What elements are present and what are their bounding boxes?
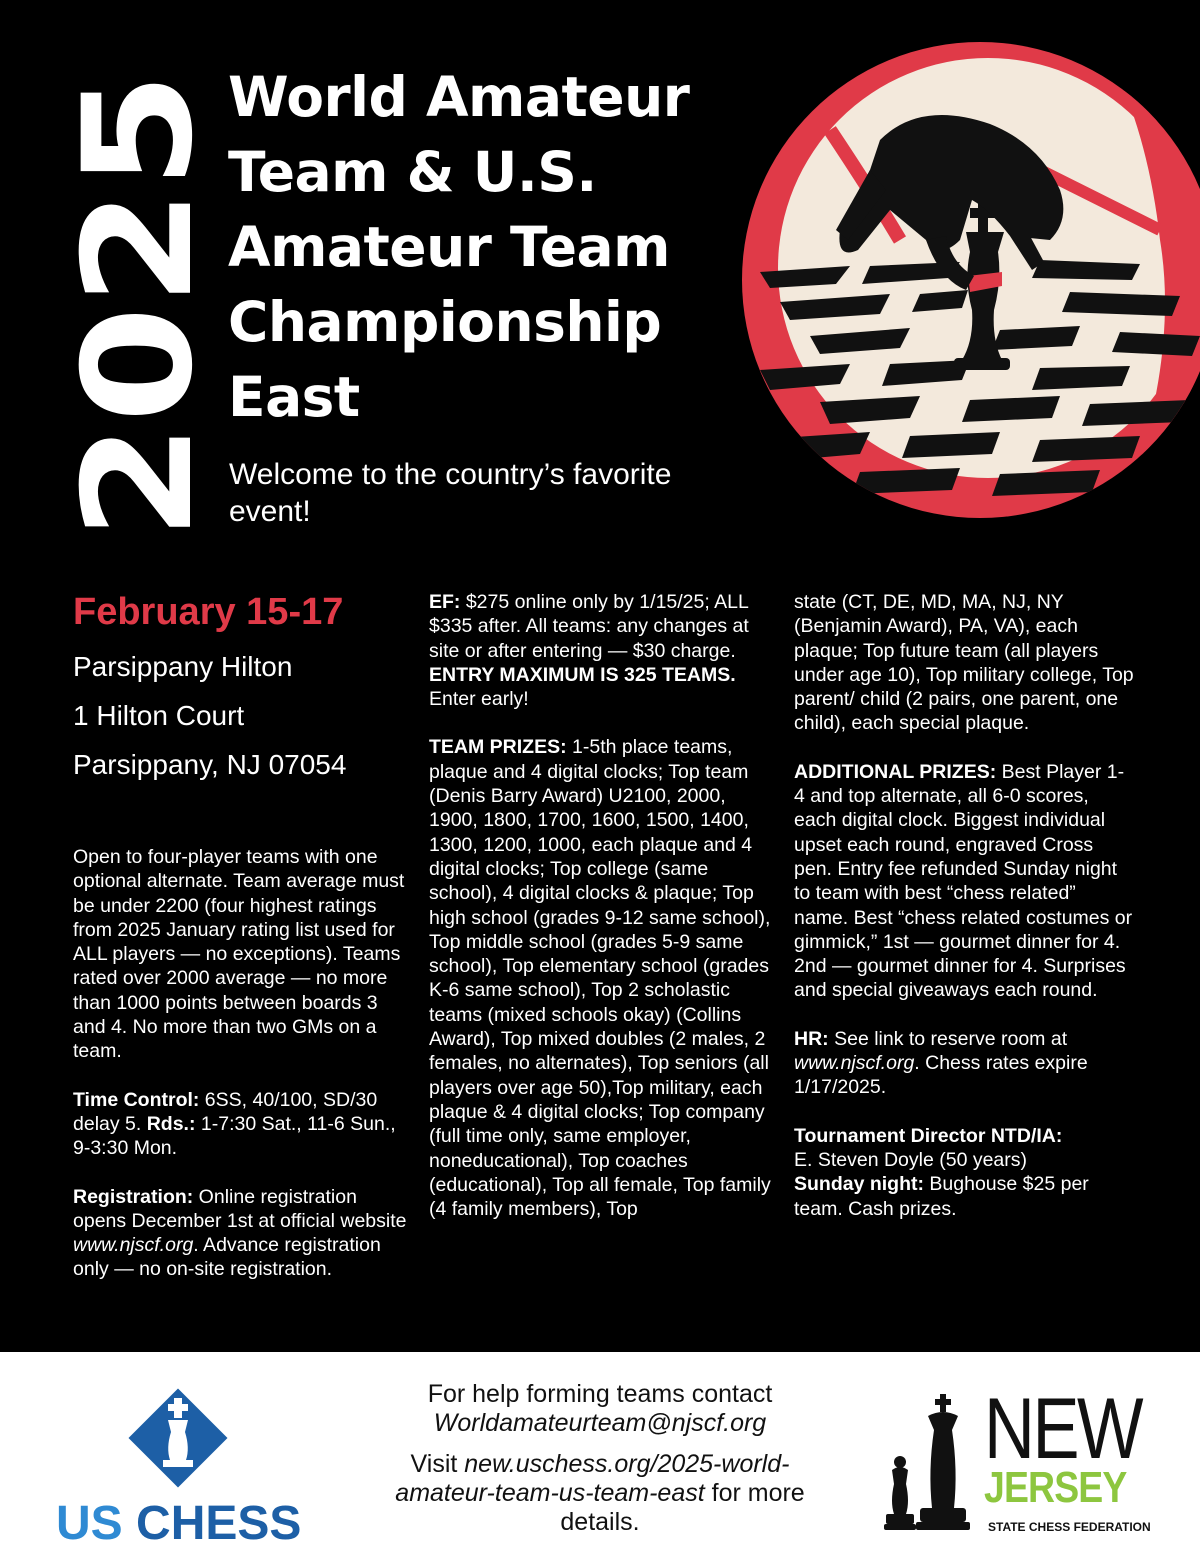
venue-street: 1 Hilton Court xyxy=(73,700,245,731)
footer xyxy=(0,1352,1200,1564)
hotel-label: HR: xyxy=(794,1027,829,1050)
registration-paragraph xyxy=(73,1185,408,1282)
event-title xyxy=(228,60,748,435)
time-control-paragraph xyxy=(73,1088,408,1161)
visit-url-link[interactable]: new.uschess.org/2025-world-amateur-team-us-team-east xyxy=(395,1450,790,1507)
help-email-link[interactable]: Worldamateurteam@njscf.org xyxy=(433,1409,767,1437)
hero-illustration xyxy=(740,40,1200,520)
nj-logo-jersey: JERSEY xyxy=(984,1463,1127,1512)
entry-fee-label: EF: xyxy=(429,591,461,613)
team-prizes-paragraph xyxy=(429,735,779,1221)
sunday-night-text: Bughouse $25 per team. Cash prizes. xyxy=(794,1173,1089,1220)
team-prizes-text: 1-5th place teams, plaque and 4 digital clocks; Top team (Denis Barry Award) U2100, 2000, 1900, 1800, 1700, 1600, 1500, 1400, 1300, 1200, 1000, each plaque and 4 digital clocks; Top college (same school), 4 digital clocks & plaque; Top high school (grades 9-12 same school), Top middle school (grades 5-9 same school), Top elementary school (grades K-6 same school), Top 2 scholastic teams (mixed schools okay) (Collins Award), Top mixed doubles (2 males, 2 females, no alternates), Top seniors (all players over age 50),Top military, each plaque & 4 digital clocks; Top company (full time only, same employer, noneducational), Top coaches (educational), Top all female, Top family (4 family members), Top xyxy=(429,736,771,1221)
title-line-1: World Amateur xyxy=(228,65,690,129)
hotel-website-link[interactable]: www.njscf.org xyxy=(794,1052,915,1075)
time-control-label: Time Control: xyxy=(73,1088,200,1111)
visit-prefix: Visit xyxy=(410,1450,465,1478)
time-control-text: 6SS, 40/100, SD/30 delay 5. xyxy=(73,1088,378,1135)
hotel-paragraph xyxy=(794,1027,1134,1100)
visit-suffix: for more details. xyxy=(560,1479,805,1536)
registration-website-link[interactable]: www.njscf.org xyxy=(73,1234,194,1257)
registration-text-1: Online registration opens December 1st at official website xyxy=(73,1185,407,1232)
us-chess-wordmark-us: US xyxy=(56,1497,123,1550)
additional-prizes-label: ADDITIONAL PRIZES: xyxy=(794,760,997,783)
contact-info xyxy=(395,1380,805,1537)
us-chess-wordmark-chess: CHESS xyxy=(136,1497,302,1550)
sunday-night-label: Sunday night: xyxy=(794,1173,924,1196)
hotel-text-2: . Chess rates expire 1/17/2025. xyxy=(794,1052,1088,1099)
additional-prizes-paragraph xyxy=(794,760,1134,1003)
director-paragraph xyxy=(794,1124,1134,1221)
additional-prizes-text: Best Player 1-4 and top alternate, all 6-0 scores, each digital clock. Biggest individual upset each round, engraved Cross pen. Entry fee refunded Sunday night to team with best “chess related” name. Best “chess related costumes or gimmick,” 1st — gourmet dinner for 4. 2nd — gourmet dinner for 4. Surprises and special giveaways each round. xyxy=(794,760,1133,1002)
venue-name: Parsippany Hilton xyxy=(73,651,293,682)
column-venue xyxy=(73,590,408,1282)
welcome-text: Welcome to the country’s favorite event! xyxy=(229,458,672,528)
venue-city: Parsippany, NJ 07054 xyxy=(73,749,347,780)
title-line-3: Amateur Team xyxy=(228,215,670,279)
rounds-label: Rds.: xyxy=(146,1112,196,1135)
director-name: E. Steven Doyle (50 years) xyxy=(794,1148,1028,1171)
year-graphic xyxy=(52,70,226,540)
column-additional xyxy=(794,590,1134,1221)
team-prizes-label: TEAM PRIZES: xyxy=(429,736,567,759)
title-line-2: Team & U.S. xyxy=(228,140,597,204)
nj-logo-subtitle: STATE CHESS FEDERATION xyxy=(988,1520,1151,1534)
us-chess-logo[interactable] xyxy=(52,1390,312,1550)
nj-logo-new: NEW xyxy=(984,1381,1142,1477)
column-fees-prizes xyxy=(429,590,779,1221)
event-date: February 15-17 xyxy=(73,591,344,633)
title-line-4: Championship xyxy=(228,290,662,354)
director-label: Tournament Director NTD/IA: xyxy=(794,1124,1063,1147)
entry-fee-tail: Enter early! xyxy=(429,688,529,711)
hand-moving-king-illustration xyxy=(740,40,1200,520)
title-line-5: East xyxy=(228,365,360,429)
help-text: For help forming teams contact xyxy=(427,1380,773,1408)
registration-label: Registration: xyxy=(73,1185,194,1208)
us-chess-wordmark xyxy=(56,1496,301,1551)
hotel-text-1: See link to reserve room at xyxy=(828,1027,1068,1050)
team-prizes-continued: state (CT, DE, MD, MA, NJ, NY (Benjamin Award), PA, VA), each plaque; Top future team (all players under age 10), Top military college, Top parent/ child (2 pairs, one parent, one child), each special plaque. xyxy=(794,591,1134,735)
year-text: 2025 xyxy=(52,122,226,540)
rounds-text: 1-7:30 Sat., 11-6 Sun., 9-3:30 Mon. xyxy=(73,1112,396,1160)
entry-fee-paragraph xyxy=(429,590,779,711)
registration-text-2: . Advance registration only — no on-site registration. xyxy=(73,1234,381,1281)
entry-maximum-text: ENTRY MAXIMUM IS 325 TEAMS. xyxy=(429,663,736,686)
eligibility-text: Open to four-player teams with one optional alternate. Team average must be under 2200 (four highest ratings from 2025 January rating list used for ALL players — no exceptions). Teams rated over 2000 average — no more than 1000 points between boards 3 and 4. No more than two GMs on a team. xyxy=(73,846,405,1063)
visit-paragraph xyxy=(395,1450,805,1537)
entry-fee-text: $275 online only by 1/15/25; ALL $335 after. All teams: any changes at site or after entering — $30 charge. xyxy=(429,591,749,662)
year-vertical xyxy=(52,70,226,540)
